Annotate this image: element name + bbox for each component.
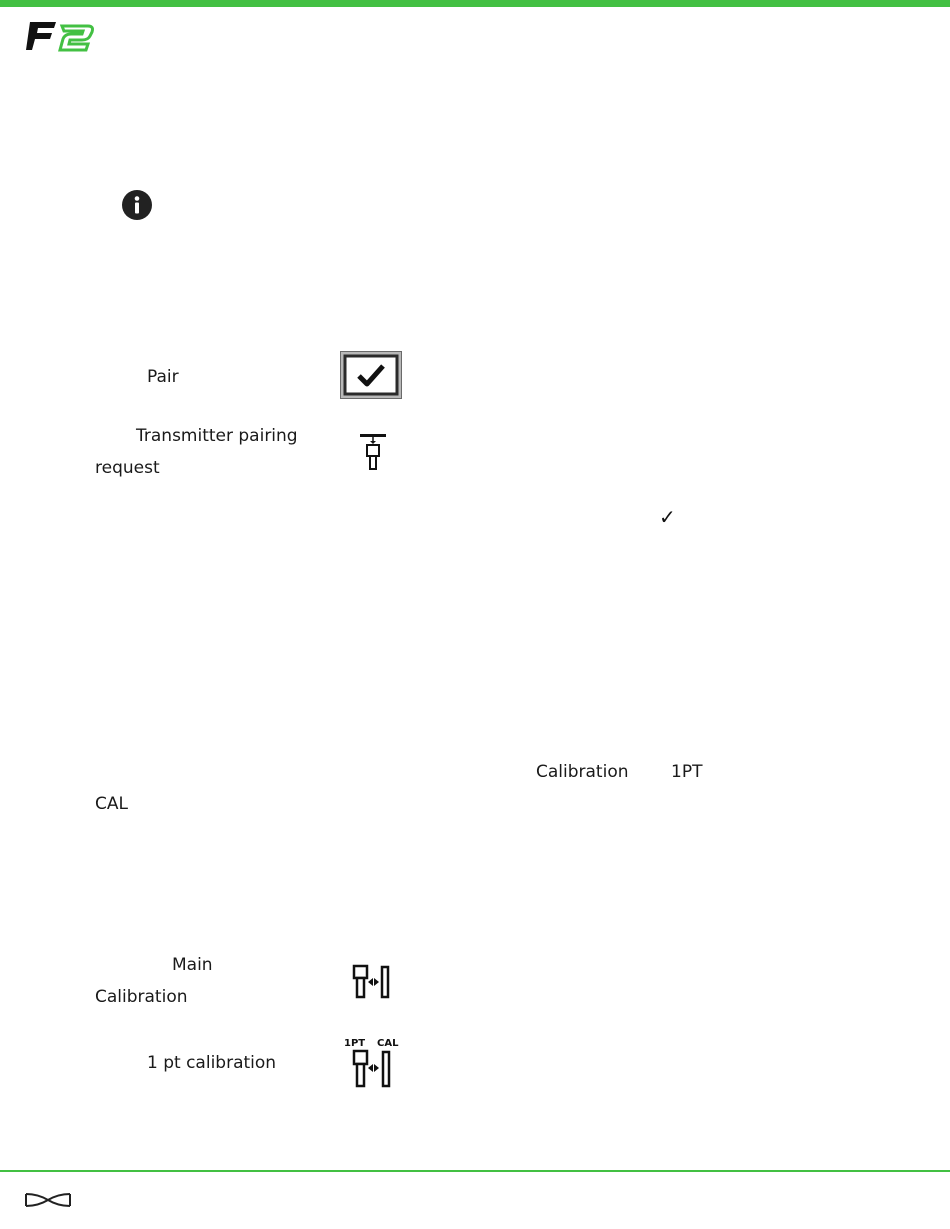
onept-calibration-label: 1 pt calibration (147, 1053, 277, 1073)
footer-divider (0, 1170, 950, 1172)
calibration-text: Calibration (536, 762, 629, 782)
main-label: Main (172, 955, 213, 975)
checkbox-check-icon (340, 351, 402, 399)
transmitter-pairing-label-cont: request (95, 458, 160, 478)
transmitter-pairing-icon (356, 432, 390, 472)
cal-icon-label: CAL (377, 1038, 399, 1049)
pair-label: Pair (147, 367, 179, 387)
calibration-icon (352, 963, 392, 1001)
dci-logo-icon (24, 1190, 72, 1210)
cal-text: CAL (95, 794, 128, 814)
transmitter-pairing-label: Transmitter pairing (136, 426, 298, 446)
checkmark-glyph: ✓ (659, 505, 676, 529)
onept-icon-label: 1PT (344, 1038, 366, 1049)
info-circle-icon (122, 190, 152, 220)
f2-logo-icon (26, 20, 98, 52)
calibration-label: Calibration (95, 987, 188, 1007)
top-accent-bar (0, 0, 950, 7)
onept-text: 1PT (671, 762, 703, 782)
onept-calibration-icon (342, 1036, 402, 1090)
